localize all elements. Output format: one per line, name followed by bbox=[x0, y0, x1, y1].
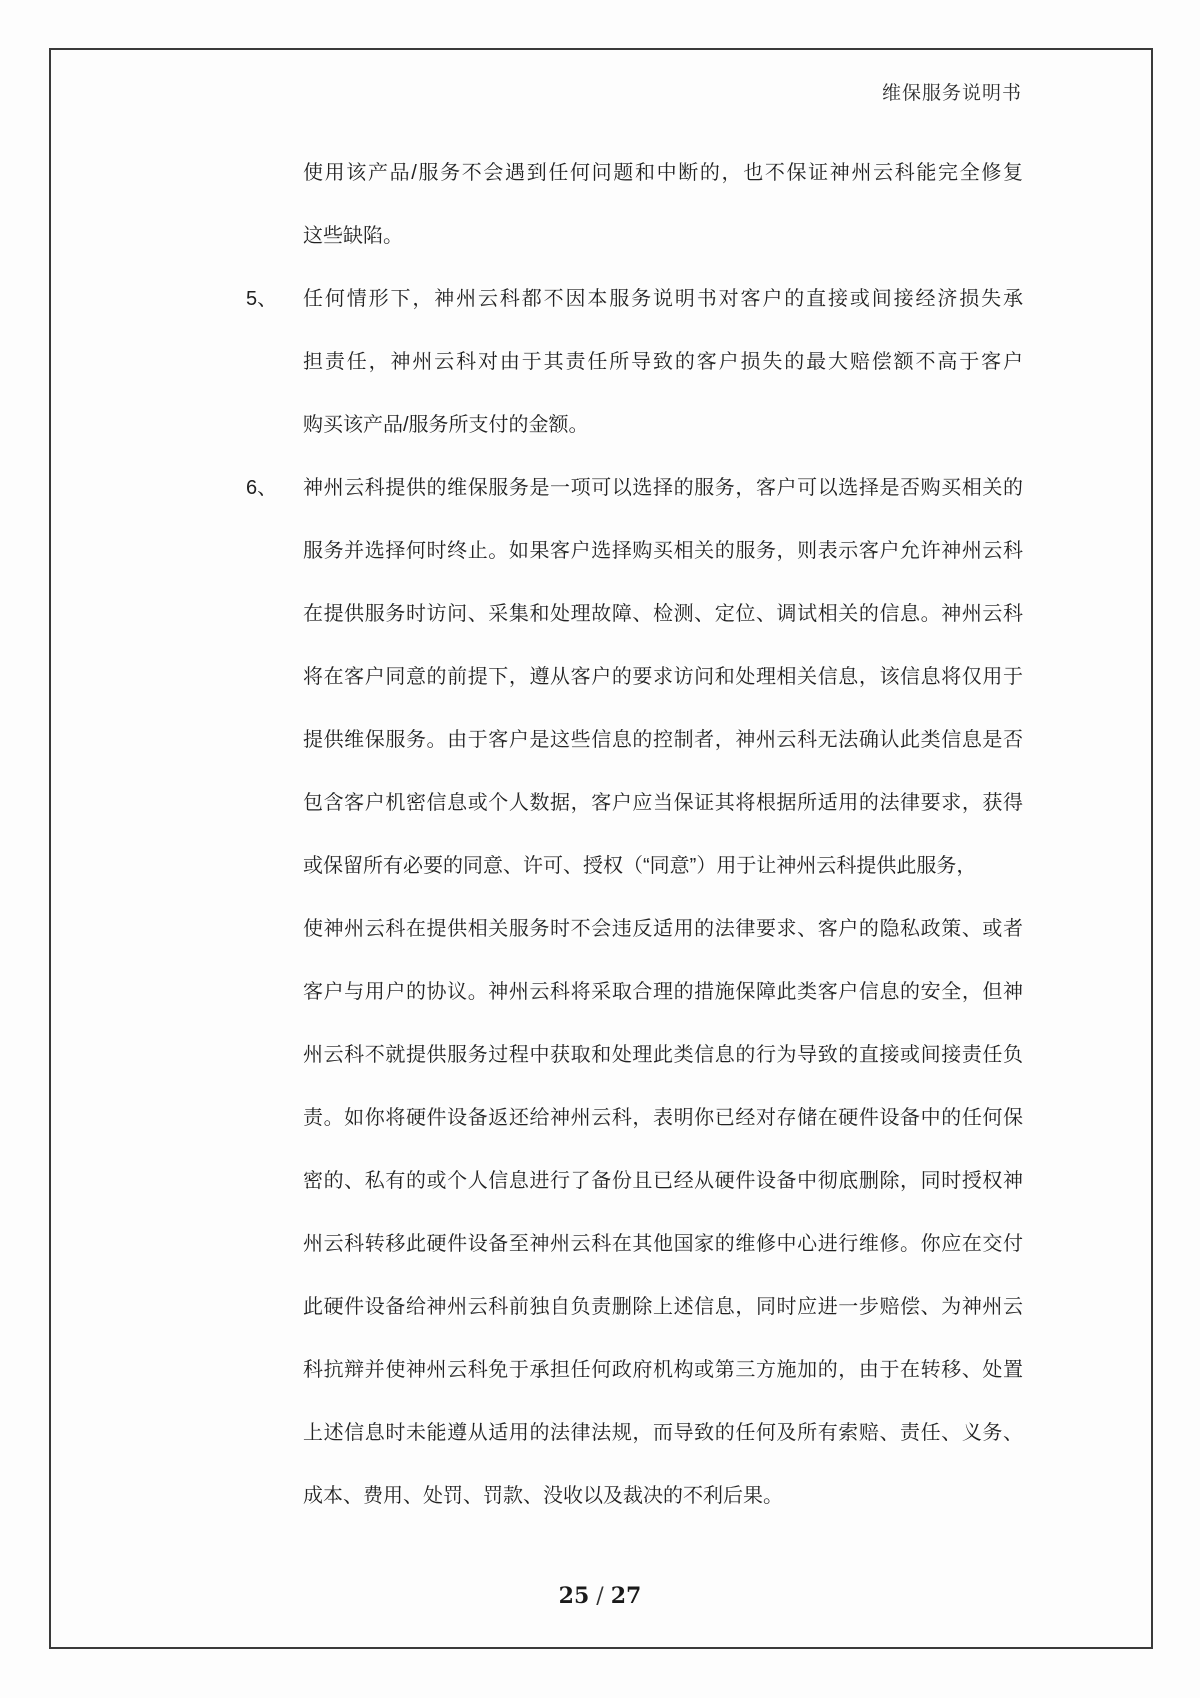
text-line: 此硬件设备给神州云科前独自负责删除上述信息，同时应进一步赔偿、为神州云 bbox=[303, 1296, 1023, 1318]
text-line: 州云科不就提供服务过程中获取和处理此类信息的行为导致的直接或间接责任负 bbox=[303, 1044, 1023, 1066]
text-line: 购买该产品/服务所支付的金额。 bbox=[303, 414, 589, 436]
page-footer bbox=[0, 1581, 1200, 1612]
header-title: 维保服务说明书 bbox=[881, 83, 1022, 104]
document-body bbox=[246, 142, 1023, 1528]
text-line: 提供维保服务。由于客户是这些信息的控制者，神州云科无法确认此类信息是否 bbox=[303, 729, 1023, 751]
text-line-row bbox=[246, 142, 1023, 205]
footer-separator: / bbox=[596, 1584, 604, 1609]
text-line: 州云科转移此硬件设备至神州云科在其他国家的维修中心进行维修。你应在交付 bbox=[303, 1233, 1023, 1255]
text-line: 客户与用户的协议。神州云科将采取合理的措施保障此类客户信息的安全，但神 bbox=[303, 981, 1023, 1003]
list-item-number: 5、 bbox=[246, 288, 278, 310]
text-line-row bbox=[246, 394, 1023, 457]
text-line-row bbox=[246, 772, 1023, 835]
text-line-row bbox=[246, 457, 1023, 520]
text-line-row bbox=[246, 205, 1023, 268]
list-item-number: 6、 bbox=[246, 477, 278, 499]
text-line: 这些缺陷。 bbox=[303, 225, 403, 247]
text-line-row bbox=[246, 1276, 1023, 1339]
text-line-row bbox=[246, 1213, 1023, 1276]
text-line: 密的、私有的或个人信息进行了备份且已经从硬件设备中彻底删除，同时授权神 bbox=[303, 1170, 1023, 1192]
text-line: 科抗辩并使神州云科免于承担任何政府机构或第三方施加的，由于在转移、处置 bbox=[303, 1359, 1023, 1381]
footer-page-current: 25 bbox=[558, 1583, 590, 1609]
footer-page-total: 27 bbox=[610, 1583, 642, 1609]
text-line-row bbox=[246, 1465, 1023, 1528]
text-line: 担责任，神州云科对由于其责任所导致的客户损失的最大赔偿额不高于客户 bbox=[303, 351, 1023, 373]
text-line-row bbox=[246, 1402, 1023, 1465]
text-line: 在提供服务时访问、采集和处理故障、检测、定位、调试相关的信息。神州云科 bbox=[303, 603, 1023, 625]
text-line: 神州云科提供的维保服务是一项可以选择的服务，客户可以选择是否购买相关的 bbox=[303, 477, 1023, 499]
page-header bbox=[882, 78, 1022, 105]
text-line: 使用该产品/服务不会遇到任何问题和中断的，也不保证神州云科能完全修复 bbox=[303, 162, 1023, 184]
text-line: 或保留所有必要的同意、许可、授权（“同意”）用于让神州云科提供此服务， bbox=[303, 855, 977, 877]
text-line-row bbox=[246, 583, 1023, 646]
text-line-row bbox=[246, 898, 1023, 961]
text-line-row bbox=[246, 520, 1023, 583]
text-line-row bbox=[246, 961, 1023, 1024]
text-line: 包含客户机密信息或个人数据，客户应当保证其将根据所适用的法律要求，获得 bbox=[303, 792, 1023, 814]
text-line-row bbox=[246, 1150, 1023, 1213]
text-line-row bbox=[246, 1339, 1023, 1402]
text-line: 服务并选择何时终止。如果客户选择购买相关的服务，则表示客户允许神州云科 bbox=[303, 540, 1023, 562]
text-line: 成本、费用、处罚、罚款、没收以及裁决的不利后果。 bbox=[303, 1485, 783, 1507]
text-line-row bbox=[246, 268, 1023, 331]
text-line-row bbox=[246, 1024, 1023, 1087]
text-line-row bbox=[246, 331, 1023, 394]
text-line: 将在客户同意的前提下，遵从客户的要求访问和处理相关信息，该信息将仅用于 bbox=[303, 666, 1023, 688]
text-line: 使神州云科在提供相关服务时不会违反适用的法律要求、客户的隐私政策、或者 bbox=[303, 918, 1023, 940]
text-line: 责。如你将硬件设备返还给神州云科，表明你已经对存储在硬件设备中的任何保 bbox=[303, 1107, 1023, 1129]
text-line-row bbox=[246, 646, 1023, 709]
text-line-row bbox=[246, 709, 1023, 772]
text-line: 任何情形下，神州云科都不因本服务说明书对客户的直接或间接经济损失承 bbox=[303, 288, 1023, 310]
text-line-row bbox=[246, 1087, 1023, 1150]
text-line: 上述信息时未能遵从适用的法律法规，而导致的任何及所有索赔、责任、义务、 bbox=[303, 1422, 1023, 1444]
text-line-row bbox=[246, 835, 1023, 898]
